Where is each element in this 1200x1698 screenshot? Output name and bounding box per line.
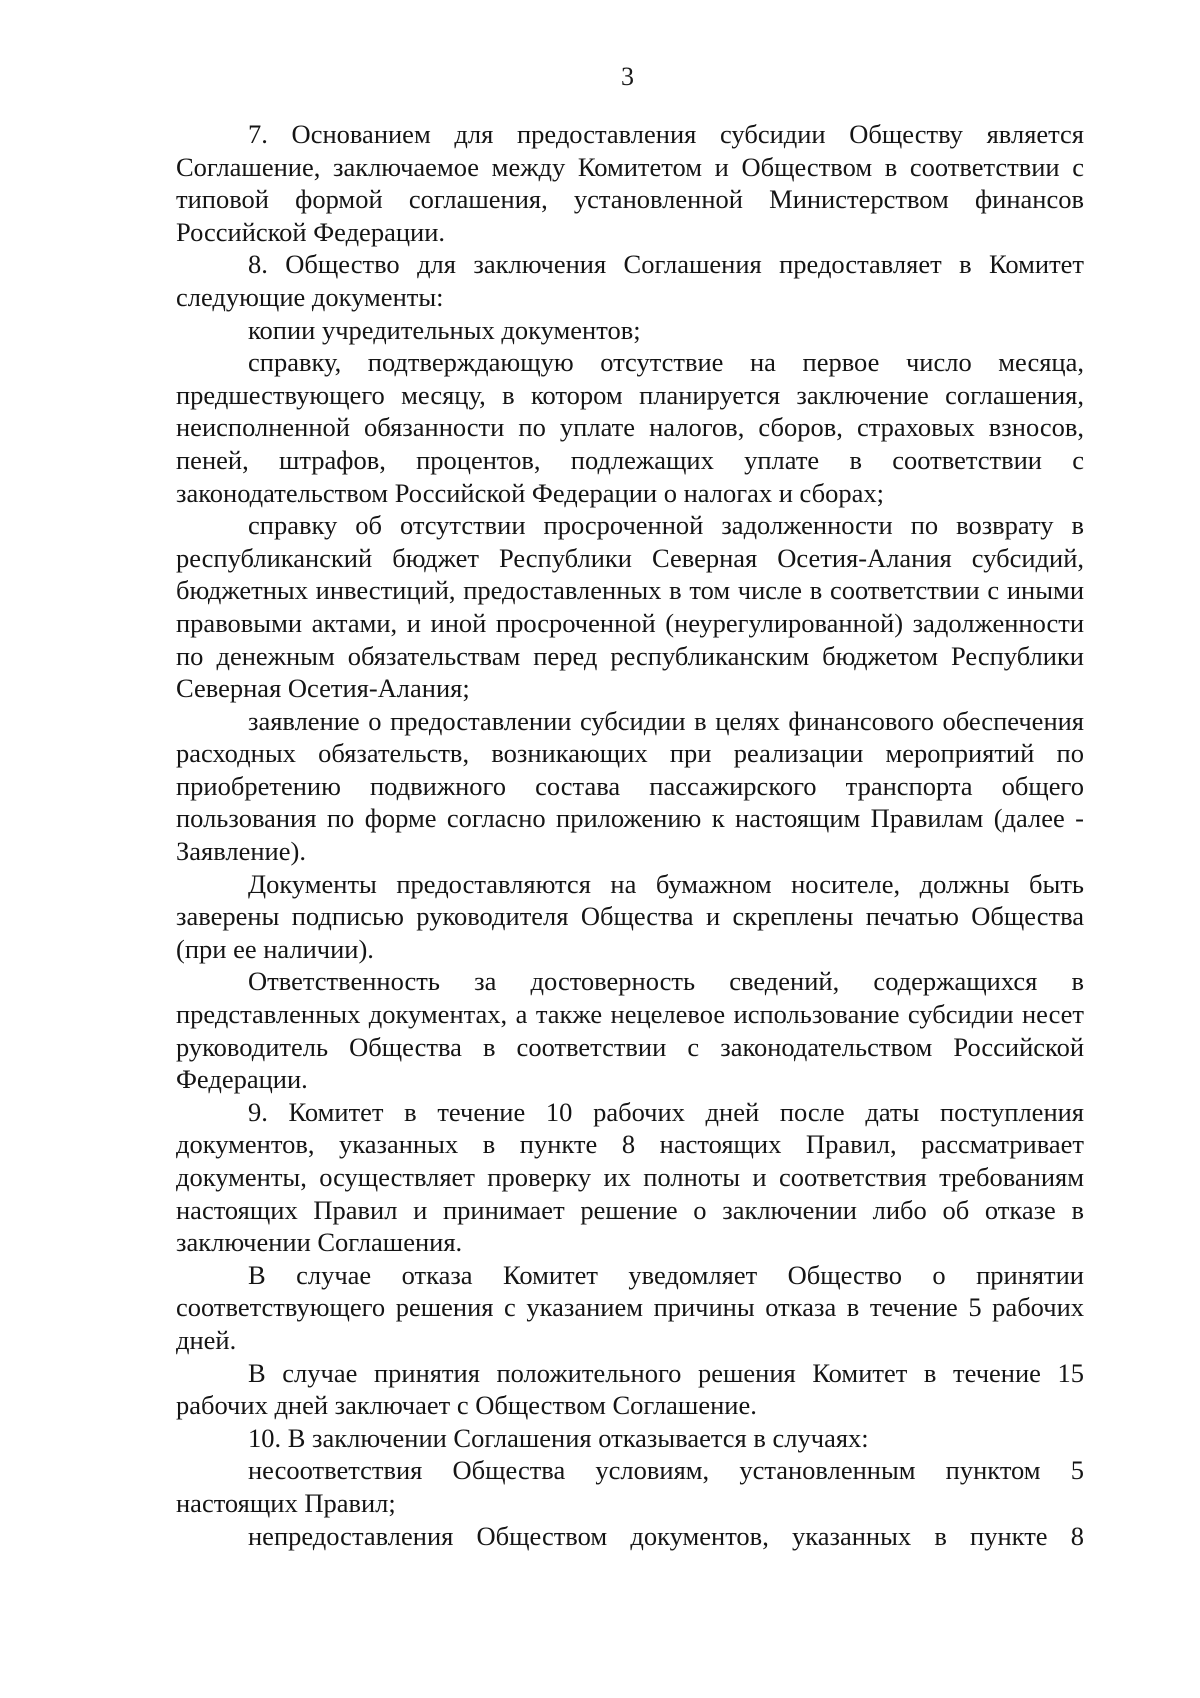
paragraph-responsibility: Ответственность за достоверность сведений, содержащихся в представленных документах, а также нецелевое использование субсидии несет руководитель Общества в соответствии с законодательством Российской Федерации. [176, 966, 1084, 1095]
paragraph-7: 7. Основанием для предоставления субсидии Обществу является Соглашение, заключаемое между Комитетом и Обществом в соответствии с типовой формой соглашения, установленной Министерством финансов Российской Федерации. [176, 119, 1084, 247]
paragraph-8: 8. Общество для заключения Соглашения предоставляет в Комитет следующие документы: [176, 249, 1084, 312]
list-item-founding-documents: копии учредительных документов; [248, 314, 641, 345]
paragraph-10: 10. В заключении Соглашения отказывается в случаях: [248, 1422, 869, 1453]
paragraph-refusal-notice: В случае отказа Комитет уведомляет Общество о принятии соответствующего решения с указанием причины отказа в течение 5 рабочих дней. [176, 1259, 1084, 1355]
list-item-documents-not-provided: непредоставления Обществом документов, указанных в пункте 8 [248, 1520, 1084, 1551]
document-body [176, 118, 1084, 1552]
list-item-nonconformity: несоответствия Общества условиям, установленным пунктом 5 настоящих Правил; [176, 1455, 1084, 1518]
paragraph-9: 9. Комитет в течение 10 рабочих дней после даты поступления документов, указанных в пункте 8 настоящих Правил, рассматривает документы, осуществляет проверку их полноты и соответствия требованиям настоящих Правил и принимает решение о заключении либо об отказе в заключении Соглашения. [176, 1096, 1084, 1258]
page-number: 3 [621, 62, 634, 91]
list-item-debt-certificate: справку об отсутствии просроченной задолженности по возврату в республиканский бюджет Республики Северная Осетия-Алания субсидий, бюджетных инвестиций, предоставленных в том числе в соответствии с иными правовыми актами, и иной просроченной (неурегулированной) задолженности по денежным обязательствам перед республиканским бюджетом Республики Северная Осетия-Алания; [176, 510, 1084, 704]
paragraph-documents-format: Документы предоставляются на бумажном носителе, должны быть заверены подписью руководителя Общества и скреплены печатью Общества (при ее наличии). [176, 868, 1084, 964]
paragraph-positive-decision: В случае принятия положительного решения Комитет в течение 15 рабочих дней заключает с Обществом Соглашение. [176, 1357, 1084, 1421]
list-item-application: заявление о предоставлении субсидии в целях финансового обеспечения расходных обязательств, возникающих при реализации мероприятий по приобретению подвижного состава пассажирского транспорта общего пользования по форме согласно приложению к настоящим Правилам (далее - Заявление). [176, 705, 1084, 867]
list-item-tax-certificate: справку, подтверждающую отсутствие на первое число месяца, предшествующего месяцу, в котором планируется заключение соглашения, неисполненной обязанности по уплате налогов, сборов, страховых взносов, пеней, штрафов, процентов, подлежащих уплате в соответствии с законодательством Российской Федерации о налогах и сборах; [176, 347, 1084, 508]
